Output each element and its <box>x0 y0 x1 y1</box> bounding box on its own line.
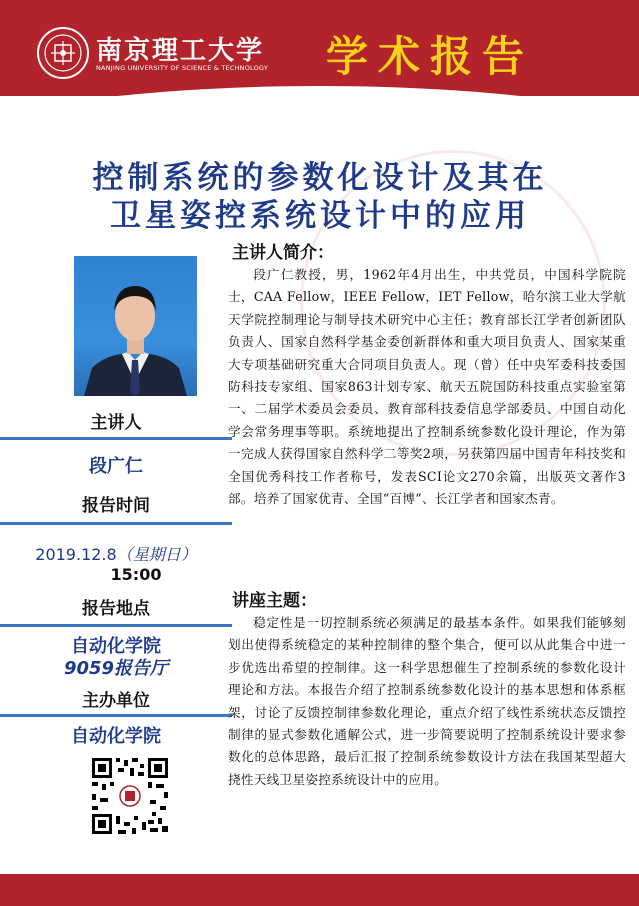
report-label: 学术报告 <box>325 32 534 81</box>
host-name: 自动化学院 <box>71 726 161 747</box>
lecture-title-line2: 卫星姿控系统设计中的应用 <box>110 198 530 234</box>
header-band <box>0 0 639 96</box>
topic-text: 稳定性是一切控制系统必须满足的最基本条件。如果我们能够刻划出使得系统稳定的某种控制律的整个集合，便可以从此集合中进一步优选出希望的控制律。这一科学思想催生了控制系统的参数化设计理论和方法。本报告介绍了控制系统参数化设计的基本思想和体系框架，讨论了反馈控制律参数化理论，重点介绍了线性系统状态反馈控制律的显式参数化通解公式，进一步简要说明了控制系统设计要求参数化的总体思路，最后汇报了控制系统参数设计方法在我国某型超大挠性天线卫星姿控系统设计中的应用。 <box>228 615 626 787</box>
divider <box>0 624 232 627</box>
footer-band <box>0 874 639 906</box>
place-line2: 9059报告厅 <box>63 658 169 679</box>
lecture-time: 15:00 <box>110 565 162 584</box>
speaker-photo <box>74 256 197 396</box>
speaker-name: 段广仁 <box>89 456 143 477</box>
place-line1: 自动化学院 <box>71 636 161 657</box>
host-label: 主办单位 <box>82 691 150 711</box>
bio-heading: 主讲人简介： <box>232 243 334 263</box>
date-text: 2019.12.8 <box>35 545 117 564</box>
divider <box>0 522 232 525</box>
weekday-text: （星期日） <box>116 545 197 564</box>
speaker-label: 主讲人 <box>90 413 142 433</box>
place-label: 报告地点 <box>82 599 150 619</box>
university-logo-icon <box>36 26 90 80</box>
lecture-title-line1: 控制系统的参数化设计及其在 <box>92 160 548 196</box>
topic-heading: 讲座主题： <box>232 591 317 611</box>
bio-text: 段广仁教授，男，1962年4月出生，中共党员，中国科学院院士，CAA Fellow，IEEE Fellow，IET Fellow，哈尔滨工业大学航天学院控制理论与制导技术研究中心主任；教育部长江学者创新团队负责人、国家自然科学基金委创新群体和重大项目负责人、国家某重大专项基础研究重大合同项目负责人。现（曾）任中央军委科技委国防科技专家组、国家863计划专家、航天五院国防科技重点实验室第一、二届学术委员会委员、教育部科技委信息学部委员、中国自动化学会常务理事等职。系统地提出了控制系统参数化设计理论，作为第一完成人获得国家自然科学二等奖2项，另获第四届中国青年科技奖和全国优秀科技工作者称号，发表SCI论文270余篇，出版英文著作3部。培养了国家优青、全国“百博”、长江学者和国家杰青。 <box>228 267 626 507</box>
lecture-date <box>0 542 232 565</box>
divider <box>0 437 232 440</box>
time-label: 报告时间 <box>82 496 150 516</box>
divider <box>0 714 232 717</box>
university-name-english: NANJING UNIVERSITY OF SCIENCE & TECHNOLOGY <box>96 64 269 72</box>
qr-code-icon <box>90 756 170 836</box>
university-name: 南京理工大学 <box>96 36 265 66</box>
